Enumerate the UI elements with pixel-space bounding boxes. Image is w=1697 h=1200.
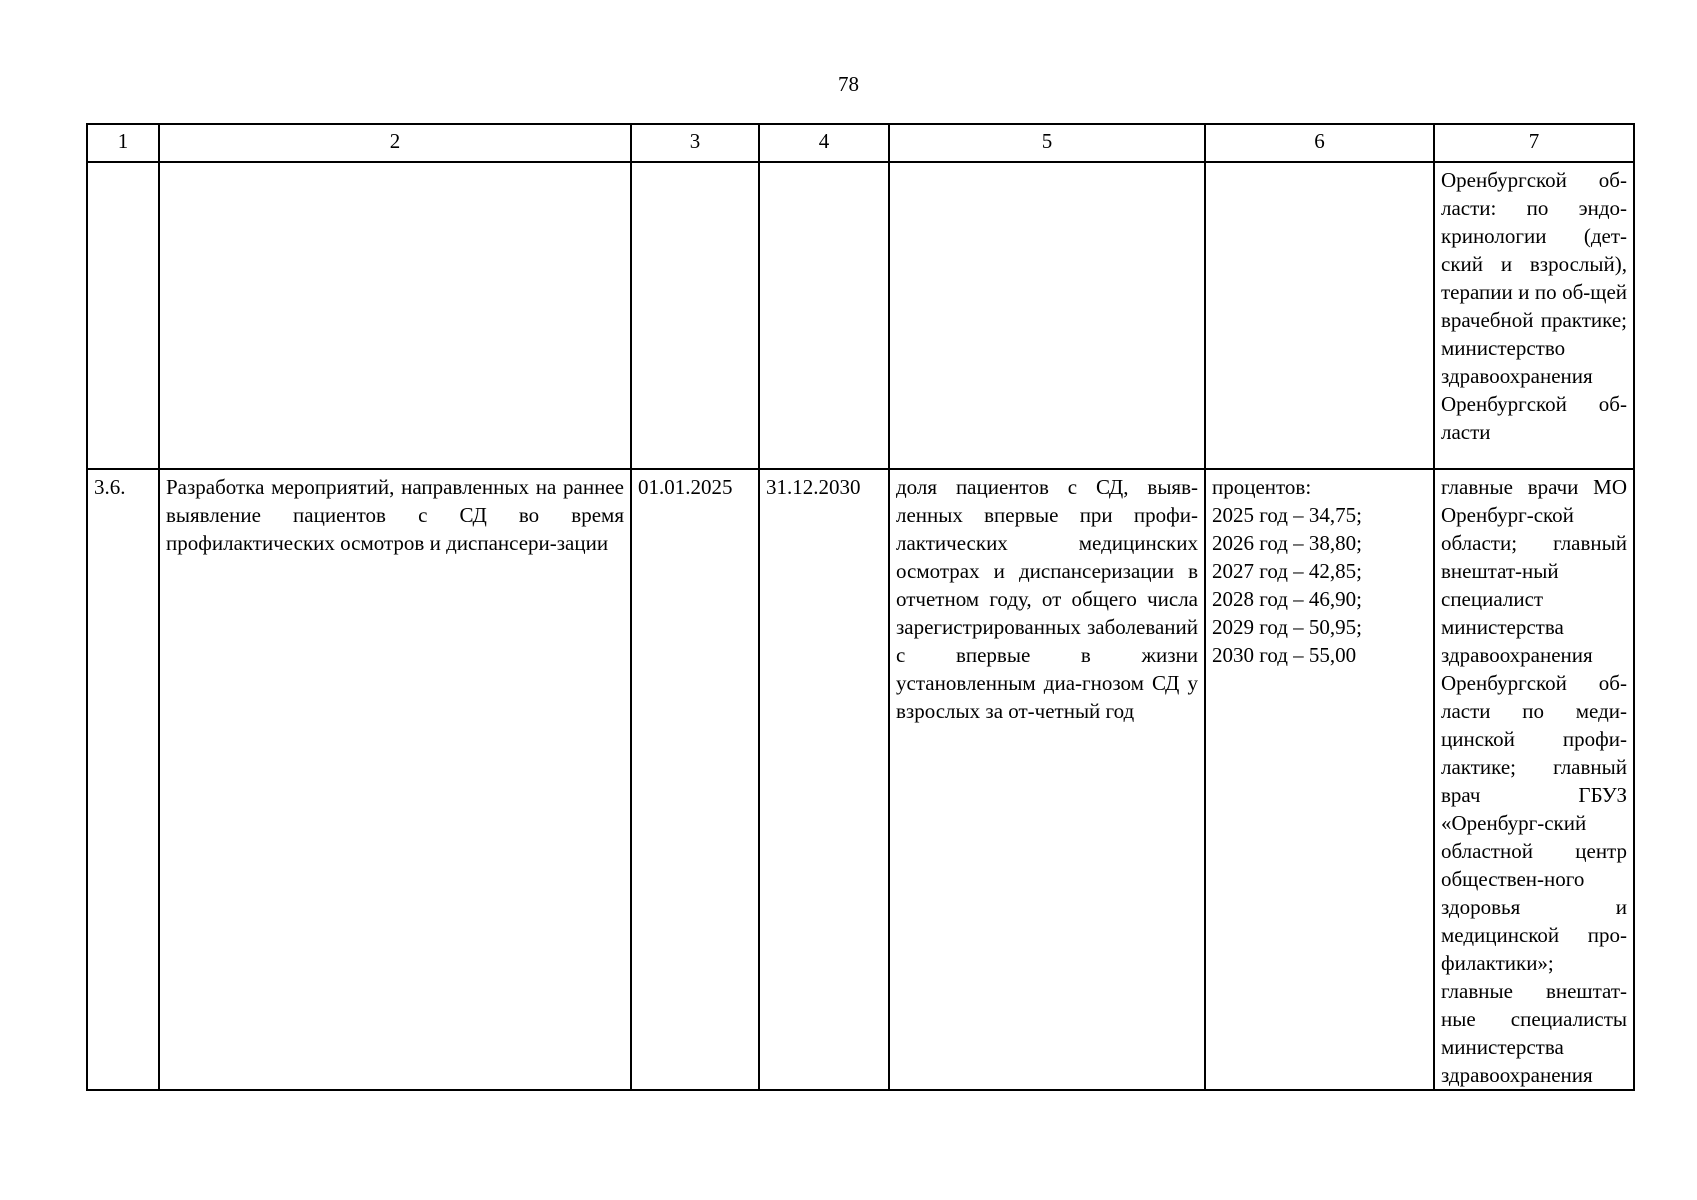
table-row [87,469,1634,1090]
table-cell [759,162,889,469]
table-cell [1205,162,1434,469]
value-2030: 2030 год – 55,00 [1212,643,1357,667]
column-header-6: 6 [1205,124,1434,162]
table-cell [631,162,759,469]
plan-table [86,123,1635,1091]
column-header-2: 2 [159,124,631,162]
column-header-7: 7 [1434,124,1634,162]
responsible-cell: Оренбургской об-ласти: по эндо-кринологии (дет-ский и взрослый), терапии и по об-щей врачебной практике; министерство здравоохранения Оренбургской об-ласти [1434,162,1634,469]
values-cell [1205,469,1434,1090]
column-header-3: 3 [631,124,759,162]
end-date-cell: 31.12.2030 [759,469,889,1090]
column-header-1: 1 [87,124,159,162]
value-2025: 2025 год – 34,75; [1212,503,1363,527]
indicator-cell: доля пациентов с СД, выяв-ленных впервые при профи-лактических медицинских осмотрах и диспансеризации в отчетном году, от общего числа зарегистрированных заболеваний с впервые в жизни установленным диа-гнозом СД у взрослых за от-четный год [889,469,1205,1090]
column-header-5: 5 [889,124,1205,162]
responsible-cell: главные врачи МО Оренбург-ской области; главный внештат-ный специалист министерства здравоохранения Оренбургской об-ласти по меди-цинской профи-лактике; главный врач ГБУЗ «Оренбург-ский областной центр обществен-ного здоровья и медицинской про-филактики»; главные внештат-ные специалисты министерства здравоохранения [1434,469,1634,1090]
values-unit: процентов: [1212,475,1312,499]
value-2027: 2027 год – 42,85; [1212,559,1363,583]
table-cell [159,162,631,469]
header-row [87,124,1634,162]
value-2026: 2026 год – 38,80; [1212,531,1363,555]
start-date-cell: 01.01.2025 [631,469,759,1090]
event-cell: Разработка мероприятий, направленных на раннее выявление пациентов с СД во время профилактических осмотров и диспансери-зации [159,469,631,1090]
table-row [87,162,1634,469]
table-cell [889,162,1205,469]
row-number: 3.6. [87,469,159,1090]
table-cell [87,162,159,469]
page-number: 78 [838,72,859,96]
value-2028: 2028 год – 46,90; [1212,587,1363,611]
column-header-4: 4 [759,124,889,162]
value-2029: 2029 год – 50,95; [1212,615,1363,639]
